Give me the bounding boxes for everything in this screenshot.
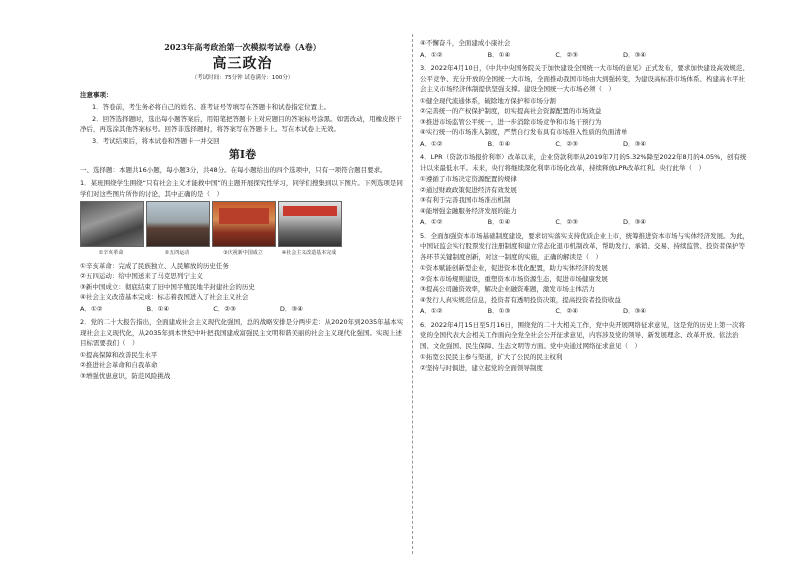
choice-d: D．③④: [622, 307, 647, 315]
choice-b: B．①④: [146, 304, 170, 313]
choice-d: D．③④: [279, 304, 304, 313]
notice-section: [80, 90, 405, 147]
choice-b: B．①④: [487, 139, 511, 148]
question-3: [420, 63, 750, 149]
choice-d: D．③④: [622, 139, 647, 148]
xinhai-revolution-photo: [80, 201, 144, 247]
section-intro: 一、选择题：本题共16小题，每小题3分，共48分。在每小题给出的四个选项中，只有一项符合题目要求。: [80, 165, 387, 174]
question-stem: 5．全面加强资本市场基础制度建设，要求切实落实支持优质企业上市，统筹推进资本市场与实体经济发展。为此，中国证监会实行股票发行注册制度和建立常态化退市机制改革，帮助发行、承销、交易、持续监管、投资者保护等各环节关键制度创新，对这一制度的实施，正确的解读是（ ）: [420, 231, 750, 261]
photo-caption: ①辛亥革命: [98, 250, 124, 256]
answer-choices: [420, 50, 691, 61]
photo-item: [80, 201, 142, 259]
choice-a: A．①②: [80, 304, 103, 313]
option-line: ④社会主义改造基本完成：标志着我国进入了社会主义社会: [80, 293, 249, 301]
photo-caption: ③庆祝新中国成立: [223, 250, 263, 256]
option-line: ④不懈奋斗，全面建成小康社会: [420, 39, 511, 47]
choice-a: A．①②: [420, 218, 443, 226]
choice-b: B．①④: [487, 50, 511, 59]
option-line: ②通过财政政策促进经济有效发展: [420, 185, 517, 194]
socialist-transformation-photo: [278, 201, 342, 247]
choice-c: C．②④: [555, 307, 579, 315]
option-line: ①健全现代流通体系，破除地方保护和市场分割: [420, 96, 556, 105]
notice-item: 2．回答选择题时，选出每小题答案后，用铅笔把答题卡上对应题目的答案标号涂黑。如需改动，用橡皮擦干净后，再选涂其他答案标号。回答非选择题时，将答案写在答题卡上。写在本试卷上无效。: [80, 114, 402, 133]
answer-choices: [420, 306, 691, 317]
question-stem: 2．党的二十大报告指出，全面建成社会主义现代化强国，总的战略安排是分两步走：从2020年到2035年基本实现社会主义现代化，从2035年到本世纪中叶把我国建成富强民主文明和谐美丽的社会主义现代化强国。实现上述目标需要我们（ ）: [80, 318, 404, 347]
choice-c: C．②③: [555, 139, 579, 148]
question-stem: 4．LPR（贷款市场报价利率）改革以来，企业贷款利率从2019年7月的5.32%降至2022年8月的4.05%，创有统计以来最低水平。未来，央行将继续深化利率市场化改革，持续释放LPR改革红利。央行此举（ ）: [420, 153, 747, 172]
question-stem: 6．2022年4月15日至5月16日，围绕党的二十大相关工作，党中央开展网络征求意见，这是党的历史上第一次将党的全国代表大会相关工作面向全党全社会公开征求意见，内容涉及党的领导、新发展理念、改革开放、依法治国、文化强国、民生保障、生态文明等方面。党中央通过网络征求意见（ ）: [420, 320, 745, 350]
choice-b: B．①③: [487, 307, 511, 315]
notice-item: 1．答卷前，考生务必将自己的姓名、准考证号等填写在答题卡和试卷指定位置上。: [92, 103, 331, 111]
choice-c: C．②③: [555, 218, 579, 226]
choice-d: D．③④: [622, 218, 647, 226]
subject-title: 高三政治: [212, 55, 273, 72]
question-4: [420, 152, 750, 228]
notice-heading: 注意事项：: [80, 90, 113, 99]
notice-item: 3．考试结束后，将本试卷和答题卡一并交回: [92, 136, 220, 145]
answer-choices: [420, 217, 691, 228]
option-line: ②完善统一的产权保护制度，切实提高社会资源配置的市场效益: [420, 107, 602, 115]
founding-celebration-photo: [212, 201, 276, 247]
photo-item: [212, 201, 274, 259]
option-line: ①拓宽公民民主参与渠道，扩大了公民的民主权利: [420, 353, 563, 361]
option-line: ③提高公司融资效率，解决企业融资难题，激发市场主体活力: [420, 285, 595, 293]
question-1: [80, 178, 405, 314]
choice-c: C．②③: [213, 304, 236, 313]
photo-caption: ④社会主义改造基本完成: [281, 250, 337, 256]
choice-a: A．①②: [420, 307, 443, 315]
photo-item: [278, 201, 340, 259]
option-line: ②资本市场规则建设，重塑资本市场资源生态，促进市场健康发展: [420, 274, 608, 283]
answer-choices: [80, 304, 347, 315]
column-divider: [412, 34, 413, 554]
option-line: ③新中国成立：彻底结束了旧中国半殖民地半封建社会的历史: [80, 282, 255, 291]
photo-item: [146, 201, 208, 259]
may-fourth-photo: [146, 201, 210, 247]
exam-title: 2023年高考政治第一次模拟考试卷（A卷）: [164, 42, 321, 52]
question-stem: 1．某班围绕学生围绕“只有社会主义才能救中国”的主题开展探究性学习，同学们搜集到以下图片。下列选项是同学们对这些图片所作的讨论，其中正确的是（ ）: [80, 179, 403, 198]
option-line: ①辛亥革命：完成了民族独立、人民解放的历史任务: [80, 261, 229, 270]
answer-choices: [420, 139, 691, 150]
choice-c: C．②③: [555, 50, 579, 59]
choice-d: D．③④: [622, 50, 647, 59]
option-line: ①遵循了市场决定资源配置的规律: [420, 175, 517, 183]
option-line: ②坚持与时俱进，建立起党的全面领导制度: [420, 363, 543, 372]
option-line: ②五四运动：给中国送来了马克思列宁主义: [80, 272, 203, 280]
choice-a: A．①②: [420, 50, 443, 59]
option-line: ③增强忧患意识，防范风险挑战: [80, 371, 171, 380]
question-2-continued: [420, 38, 750, 60]
left-column: [80, 38, 405, 384]
option-line: ①资本赋能创新型企业，促进资本优化配置，助力实体经济的发展: [420, 264, 608, 272]
option-line: ④能增强金融服务经济发展的能力: [420, 206, 517, 215]
choice-a: A．①②: [420, 139, 443, 148]
choice-b: B．①④: [487, 218, 511, 226]
question-6: [420, 320, 750, 374]
question-5: [420, 231, 750, 317]
question-2: [80, 317, 405, 381]
photo-caption: ②五四运动: [164, 250, 190, 256]
option-line: ③有利于完善我国市场准出机制: [420, 196, 511, 204]
option-line: ①提高保障和改善民生水平: [80, 350, 158, 359]
option-line: ②推进社会革命和自我革命: [80, 361, 158, 369]
question-stem: 3．2022年4月10日，《中共中央国务院关于加快建设全国统一大市场的意见》正式发布，要求加快建设高效规范、公平竞争、充分开放的全国统一大市场，全面推动我国市场由大到强转变，为建设高标准市场体系、构建高水平社会主义市场经济体制提供坚强支撑。建设全国统一大市场必须（ ）: [420, 64, 749, 93]
exam-info: （考试时间：75分钟 试卷满分：100分）: [191, 75, 294, 81]
photo-row: [80, 201, 405, 259]
option-line: ③推进市场监管公平统一，进一步消除市场竞争和市场干预行为: [420, 117, 602, 126]
option-line: ④实行统一的市场准入制度，严禁自行发布具有市场准入性质的负面清单: [420, 128, 628, 136]
part-title: 第Ⅰ卷: [228, 148, 257, 161]
option-line: ④发行人真实规范信息，投资者有透明投资决策，提高投资者投资收益: [420, 295, 621, 304]
right-column: [420, 38, 750, 376]
